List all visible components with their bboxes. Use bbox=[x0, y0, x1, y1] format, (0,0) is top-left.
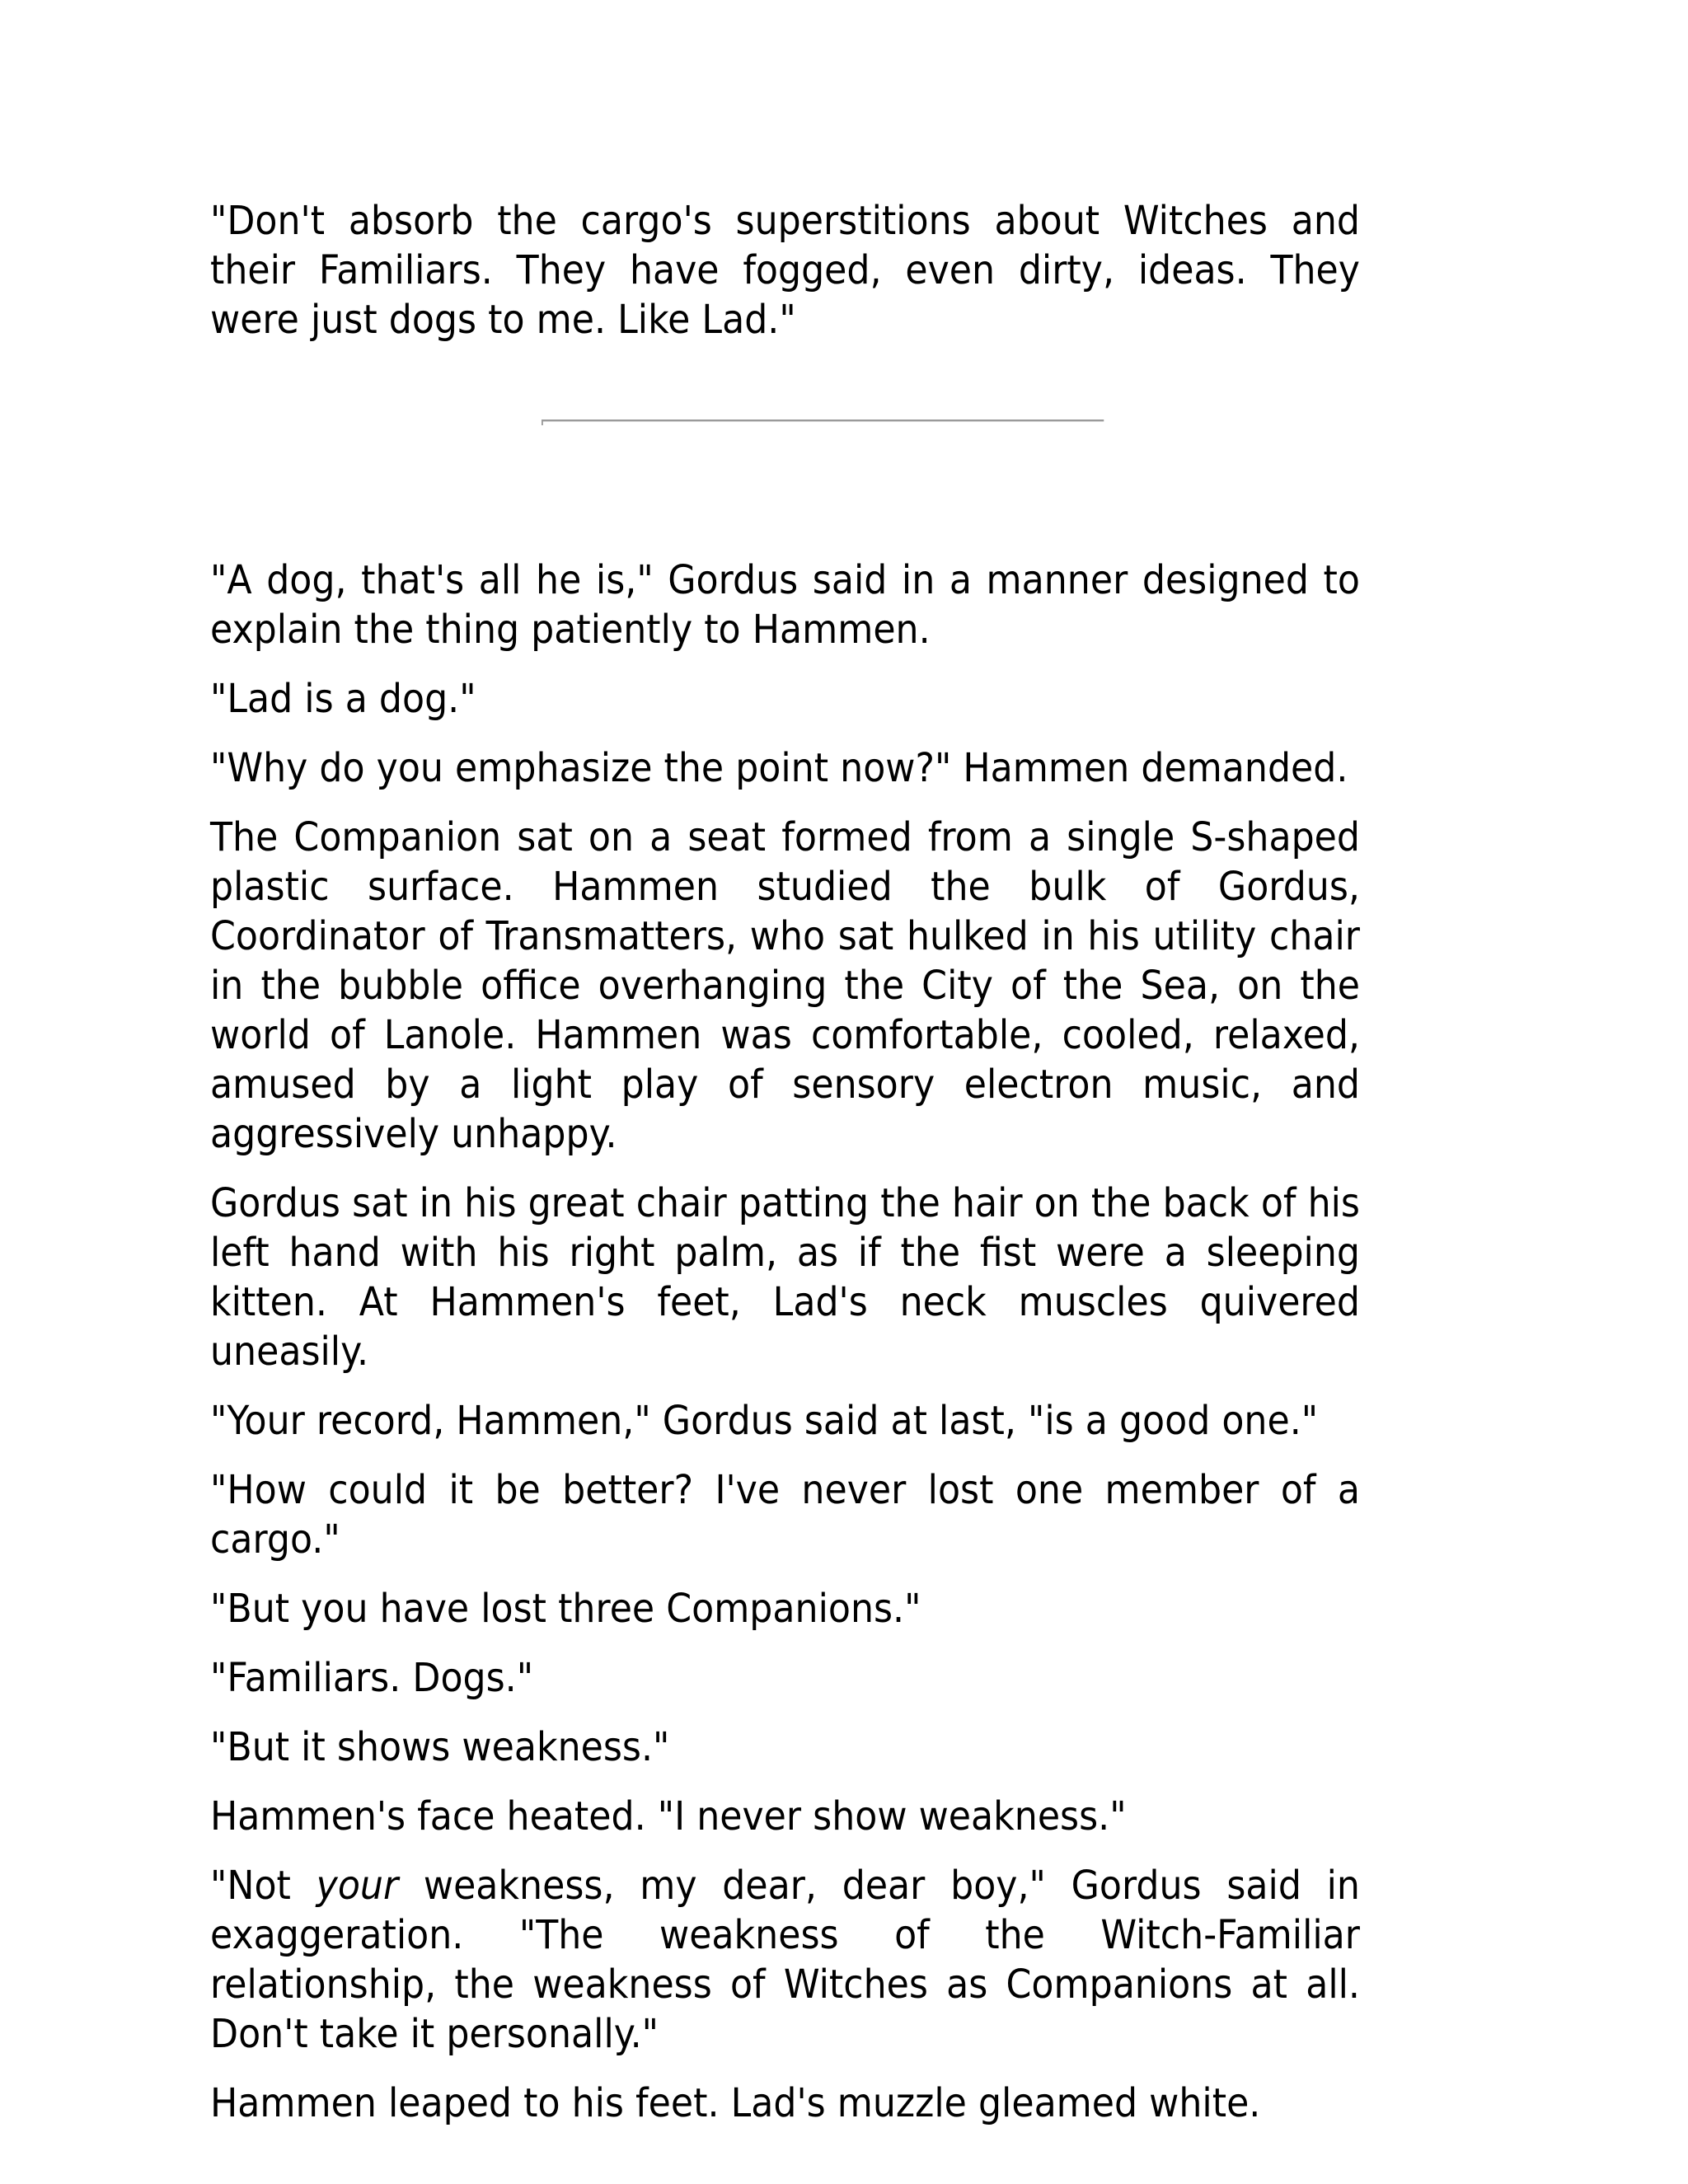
paragraph-12: Hammen's face heated. "I never show weakness." bbox=[210, 1793, 1127, 1840]
paragraph-3: "Lad is a dog." bbox=[210, 676, 476, 722]
paragraph-13 bbox=[210, 1861, 1360, 2059]
paragraph-1: "Don't absorb the cargo's superstitions about Witches and their Familiars. They have fogged, even dirty, ideas. They were just dogs to me. Like Lad." bbox=[210, 198, 1360, 343]
paragraph-7: "Your record, Hammen," Gordus said at last, "is a good one." bbox=[210, 1398, 1319, 1444]
paragraph-5: The Companion sat on a seat formed from a single S-shaped plastic surface. Hammen studied the bulk of Gordus, Coordinator of Transmatters, who sat hulked in his utility chair in the bubble office overhanging the City of the Sea, on the world of Lanole. Hammen was comfortable, cooled, relaxed, amused by a light play of sensory electron music, and aggressively unhappy. bbox=[210, 814, 1360, 1157]
paragraph-14: Hammen leaped to his feet. Lad's muzzle gleamed white. bbox=[210, 2080, 1261, 2126]
paragraph-10: "Familiars. Dogs." bbox=[210, 1655, 534, 1701]
horizontal-rule bbox=[542, 419, 1104, 422]
paragraph-13-rest: weakness, my dear, dear boy," Gordus said in exaggeration. "The weakness of the Witch-Familiar relationship, the weakness of Witches as Companions at all. Don't take it personally." bbox=[210, 1863, 1360, 2057]
document-page bbox=[210, 196, 1360, 2148]
section-divider-wrap bbox=[210, 364, 1360, 555]
paragraph-9: "But you have lost three Companions." bbox=[210, 1586, 921, 1632]
paragraph-2: "A dog, that's all he is," Gordus said in a manner designed to explain the thing patiently to Hammen. bbox=[210, 557, 1360, 653]
paragraph-4: "Why do you emphasize the point now?" Hammen demanded. bbox=[210, 745, 1348, 791]
paragraph-6: Gordus sat in his great chair patting the hair on the back of his left hand with his right palm, as if the fist were a sleeping kitten. At Hammen's feet, Lad's neck muscles quivered uneasily. bbox=[210, 1180, 1360, 1375]
emphasis-your: your bbox=[316, 1863, 399, 1909]
paragraph-11: "But it shows weakness." bbox=[210, 1724, 670, 1770]
paragraph-8: "How could it be better? I've never lost one member of a cargo." bbox=[210, 1467, 1360, 1563]
paragraph-13-start: "Not bbox=[210, 1863, 316, 1909]
